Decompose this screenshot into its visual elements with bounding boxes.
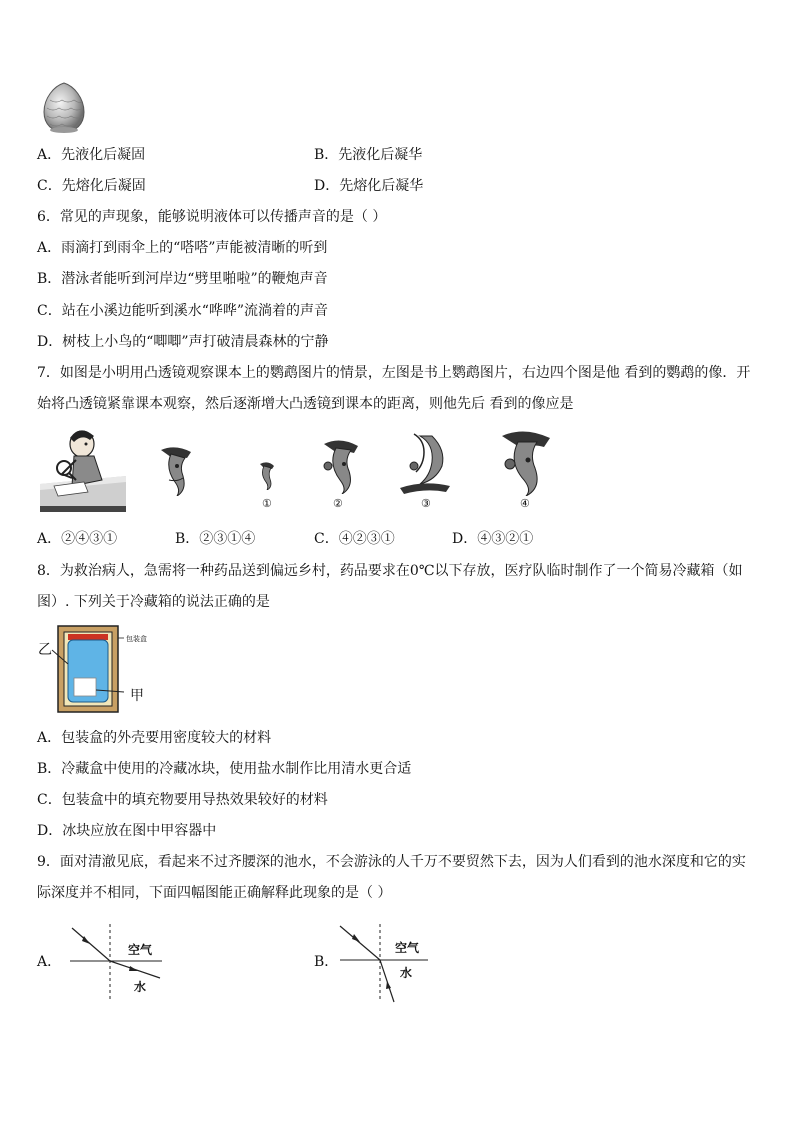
q5-option-b: B．先液化后凝华 — [314, 147, 423, 163]
q9-a-label-water: 水 — [134, 980, 147, 994]
q7-label-4: ④ — [520, 497, 530, 510]
q7-option-a: A．②④③① — [37, 531, 118, 547]
q7-parrot-image-3 — [396, 430, 454, 496]
q8-label-yi: 乙 — [38, 642, 52, 658]
q7-parrot-image-2 — [318, 436, 364, 494]
q9-option-b: B． — [314, 954, 339, 970]
q9-a-label-air: 空气 — [128, 943, 153, 957]
q8-option-a: A．包装盒的外壳要用密度较大的材料 — [37, 730, 272, 746]
q8-stem-line2: 图）. 下列关于冷藏箱的说法正确的是 — [37, 594, 270, 610]
q9-b-label-water: 水 — [400, 966, 413, 980]
q7-label-3: ③ — [421, 497, 431, 510]
q8-option-b: B．冷藏盒中使用的冷藏冰块，使用盐水制作比用清水更合适 — [37, 761, 412, 777]
q7-stem-line1: 7．如图是小明用凸透镜观察课本上的鹦鹉图片的情景，左图是书上鹦鹉图片，右边四个图是他 看到的鹦鹉的像．开 — [37, 365, 751, 381]
q6-option-a: A．雨滴打到雨伞上的“嗒嗒”声能被清晰的听到 — [37, 240, 328, 256]
q5-option-d: D．先熔化后凝华 — [314, 178, 424, 194]
q8-option-d: D．冰块应放在图中甲容器中 — [37, 823, 217, 839]
q7-label-2: ② — [333, 497, 343, 510]
q9-diagram-a — [66, 922, 166, 1002]
q7-label-1: ① — [262, 497, 272, 510]
q6-stem: 6．常见的声现象，能够说明液体可以传播声音的是（ ） — [37, 209, 387, 225]
q7-parrot-image-4 — [496, 428, 556, 496]
q7-option-d: D．④③②① — [452, 531, 534, 547]
q7-option-b: B．②③①④ — [175, 531, 256, 547]
q9-diagram-b — [336, 922, 436, 1006]
q7-parrot-image-1 — [256, 460, 278, 490]
q7-option-c: C．④②③① — [314, 531, 395, 547]
q6-option-d: D．树枝上小鸟的“唧唧”声打破清晨森林的宁静 — [37, 334, 329, 350]
q9-option-a: A． — [37, 954, 62, 970]
q7-parrot-original — [155, 444, 197, 496]
q5-option-c: C．先熔化后凝固 — [37, 178, 146, 194]
q7-boy-figure — [40, 426, 126, 512]
q6-option-c: C．站在小溪边能听到溪水“哗哗”流淌着的声音 — [37, 303, 329, 319]
q7-stem-line2: 始将凸透镜紧靠课本观察，然后逐渐增大凸透镜到课本的距离，则他先后 看到的像应是 — [37, 396, 574, 412]
q8-option-c: C．包装盒中的填充物要用导热效果较好的材料 — [37, 792, 328, 808]
q9-stem-line2: 际深度并不相同，下面四幅图能正确解释此现象的是（ ） — [37, 885, 392, 901]
q8-label-jia: 甲 — [130, 688, 144, 704]
q9-b-label-air: 空气 — [395, 941, 420, 955]
q8-label-box: 包装盒 — [126, 635, 147, 643]
q6-option-b: B．潜泳者能听到河岸边“劈里啪啦”的鞭炮声音 — [37, 271, 328, 287]
q8-stem-line1: 8．为救治病人，急需将一种药品送到偏远乡村，药品要求在0℃以下存放，医疗队临时制作了一个简易冷藏箱（如 — [37, 563, 743, 579]
q5-option-a: A．先液化后凝固 — [37, 147, 146, 163]
q5-figure — [38, 80, 90, 134]
q9-stem-line1: 9．面对清澈见底，看起来不过齐腰深的池水，不会游泳的人千万不要贸然下去，因为人们看到的池水深度和它的实 — [37, 854, 746, 870]
